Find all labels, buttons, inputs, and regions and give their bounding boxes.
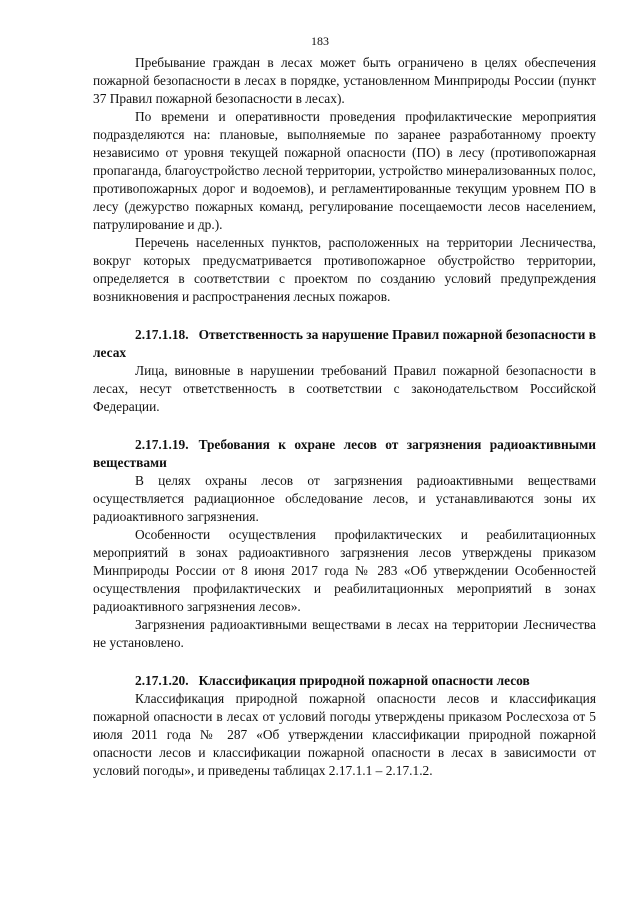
page-number: 183 — [311, 34, 329, 48]
paragraph: По времени и оперативности проведения профилактические мероприятия подразделяются на: плановые, выполняемые по заранее разработанному проекту независимо от уровня текущей пожарной опасности (ПО) в лесу (противопожарная пропаганда, благоустройство лесной территории, устройство минерализованных полос, противопожарных дорог и водоемов), и регламентированные текущим уровнем ПО в лесу (дежурство пожарных команд, регулирование посещаемости лесов населением, патрулирование и др.). — [93, 109, 596, 232]
section-number: 2.17.1.18. — [135, 327, 189, 342]
section-heading — [93, 672, 596, 690]
paragraph: Особенности осуществления профилактических и реабилитационных мероприятий в зонах радиоактивного загрязнения лесов утверждены приказом Минприроды России от 8 июня 2017 года № 283 «Об утверждении Особенностей осуществления профилактических и реабилитационных мероприятий в зонах радиоактивного загрязнения лесов». — [93, 527, 596, 614]
page-content — [93, 54, 596, 780]
section-number: 2.17.1.19. — [135, 437, 189, 452]
section-title: Ответственность за нарушение Правил пожарной безопасности в лесах — [93, 327, 596, 360]
section-number: 2.17.1.20. — [135, 673, 189, 688]
section-title: Классификация природной пожарной опасности лесов — [198, 673, 530, 688]
paragraph: В целях охраны лесов от загрязнения радиоактивными веществами осуществляется радиационное обследование лесов, и устанавливаются зоны их радиоактивного загрязнения. — [93, 473, 596, 524]
paragraph: Пребывание граждан в лесах может быть ограничено в целях обеспечения пожарной безопасности в лесах в порядке, установленном Минприроды России (пункт 37 Правил пожарной безопасности в лесах). — [93, 55, 596, 106]
paragraph: Загрязнения радиоактивными веществами в лесах на территории Лесничества не установлено. — [93, 617, 596, 650]
paragraph: Классификация природной пожарной опасности лесов и классификация пожарной опасности в лесах от условий погоды утверждены приказом Рослесхоза от 5 июля 2011 года № 287 «Об утверждении классификации природной пожарной опасности лесов и классификации пожарной опасности в лесах в зависимости от условий погоды», и приведены таблицах 2.17.1.1 – 2.17.1.2. — [93, 691, 596, 778]
section-heading — [93, 436, 596, 472]
section-title: Требования к охране лесов от загрязнения радиоактивными веществами — [93, 437, 596, 470]
paragraph: Лица, виновные в нарушении требований Правил пожарной безопасности в лесах, несут ответственность в соответствии с законодательством Российской Федерации. — [93, 363, 596, 414]
paragraph: Перечень населенных пунктов, расположенных на территории Лесничества, вокруг которых предусматривается противопожарное обустройство территории, определяется в соответствии с проектом по созданию условий предупреждения возникновения и распространения лесных пожаров. — [93, 235, 596, 304]
section-heading — [93, 326, 596, 362]
